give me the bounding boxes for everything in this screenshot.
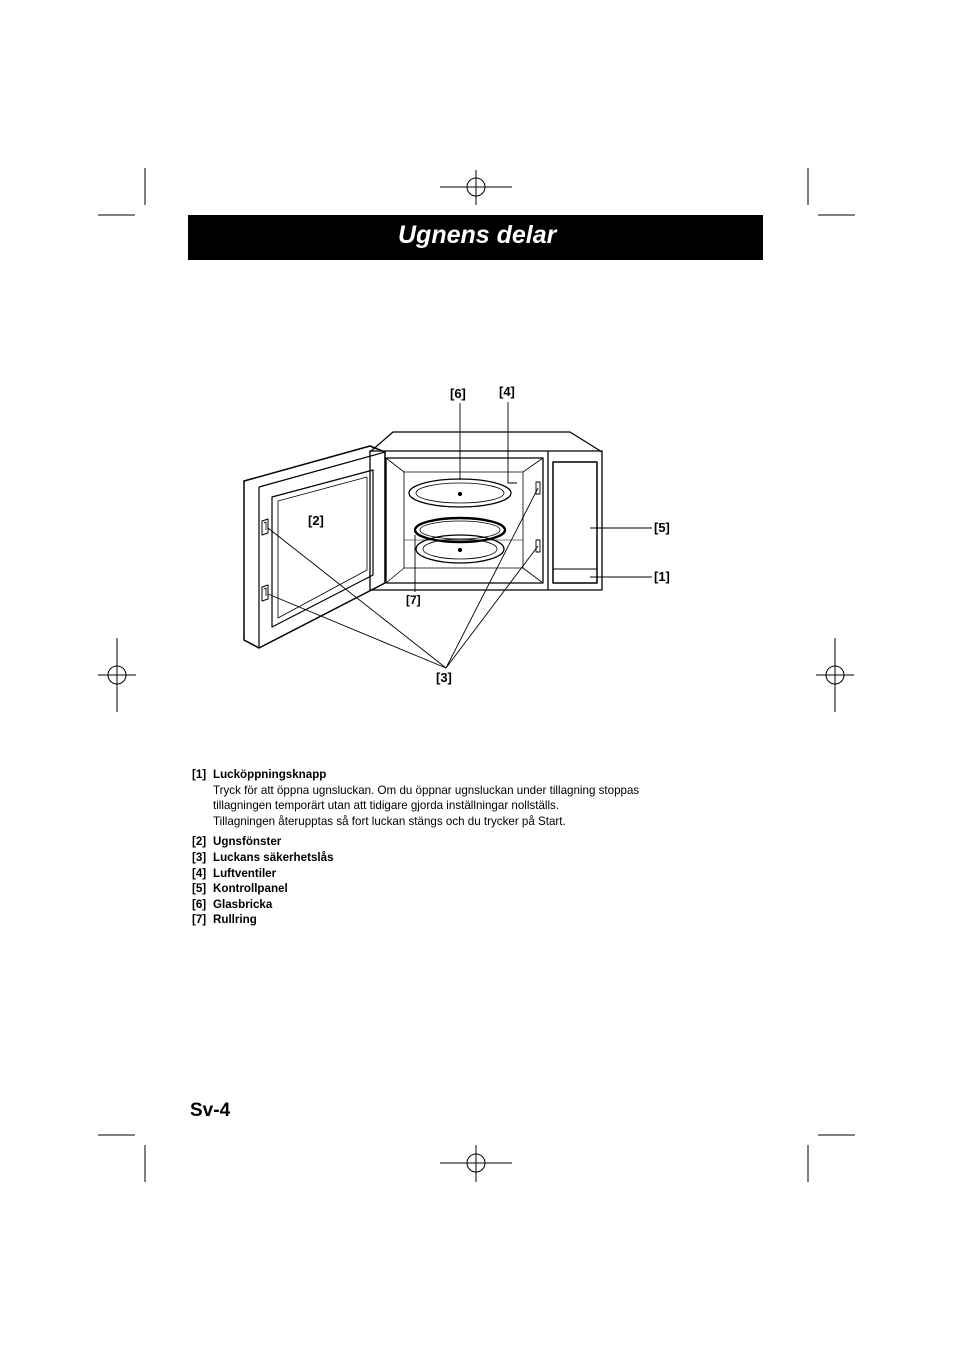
oven-cabinet-top xyxy=(370,432,602,452)
callout-1: [1] xyxy=(654,569,670,584)
page-title: Ugnens delar xyxy=(398,221,557,249)
legend-item-1-description xyxy=(192,783,712,830)
description-line: Tryck för att öppna ugnsluckan. Om du öppnar ugnsluckan under tillagning stoppas xyxy=(213,783,640,797)
legend-number: [3] xyxy=(192,850,207,864)
door-window xyxy=(272,470,373,627)
legend-number: [7] xyxy=(192,913,207,927)
legend-name: Luftventiler xyxy=(213,866,277,880)
legend-name: Ugnsfönster xyxy=(213,835,282,849)
legend-number: [1] xyxy=(192,768,207,781)
callout-6: [6] xyxy=(450,386,466,401)
oven-door xyxy=(244,446,385,648)
control-panel xyxy=(553,462,597,583)
legend-item-4 xyxy=(192,866,712,882)
callout-3: [3] xyxy=(436,670,452,685)
legend-item-7 xyxy=(192,912,712,928)
legend-number: [6] xyxy=(192,897,207,911)
callout-7: [7] xyxy=(406,593,421,607)
legend-number: [2] xyxy=(192,835,207,849)
legend-item-1 xyxy=(192,767,712,783)
oven-cavity xyxy=(386,458,543,583)
legend-number: [4] xyxy=(192,866,207,880)
parts-legend xyxy=(192,767,712,928)
legend-name: Glasbricka xyxy=(213,897,273,911)
legend-item-6 xyxy=(192,897,712,913)
callout-2: [2] xyxy=(308,513,324,528)
legend-item-3 xyxy=(192,850,712,866)
legend-number: [5] xyxy=(192,882,207,896)
legend-name: Luckans säkerhetslås xyxy=(213,850,334,864)
legend-name: Kontrollpanel xyxy=(213,882,288,896)
description-line: Tillagningen återupptas så fort luckan stängs och du trycker på Start. xyxy=(213,814,566,828)
legend-name: Rullring xyxy=(213,913,257,927)
legend-name: Lucköppningsknapp xyxy=(213,768,327,781)
page-number: Sv-4 xyxy=(190,1100,231,1121)
callout-4: [4] xyxy=(499,384,515,399)
callout-5: [5] xyxy=(654,520,670,535)
description-line: tillagningen temporärt utan att tidigare gjorda inställningar nollställs. xyxy=(213,799,560,813)
legend-item-2 xyxy=(192,834,712,850)
roller-ring xyxy=(415,518,505,542)
legend-item-5 xyxy=(192,881,712,897)
